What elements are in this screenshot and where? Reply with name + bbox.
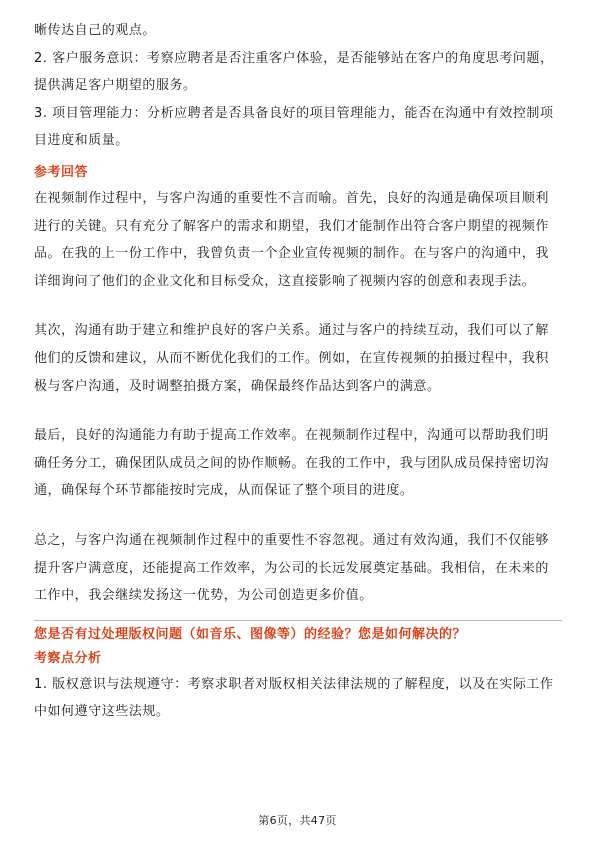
section-divider — [34, 620, 562, 621]
reference-answer-heading: 参考回答 — [34, 164, 89, 180]
criterion-copyright-awareness: 1. 版权意识与法规遵守：考察求职者对版权相关法律法规的了解程度，以及在实际工作中如何遵守这些法规。 — [34, 676, 554, 720]
answer-paragraph-4: 总之，与客户沟通在视频制作过程中的重要性不容忽视。通过有效沟通，我们不仅能够提升客户满意度，还能提高工作效率，为公司的长远发展奠定基础。我相信，在未来的工作中，我会继续发扬这一优势，为公司创造更多价值。 — [34, 532, 549, 604]
answer-paragraph-2: 其次，沟通有助于建立和维护良好的客户关系。通过与客户的持续互动，我们可以了解他们的反馈和建议，从而不断优化我们的工作。例如，在宣传视频的拍摄过程中，我积极与客户沟通，及时调整拍摄方案，确保最终作品达到客户的满意。 — [34, 323, 549, 394]
question-heading: 您是否有过处理版权问题（如音乐、图像等）的经验？您是如何解决的？ — [34, 626, 467, 642]
answer-paragraph-1: 在视频制作过程中，与客户沟通的重要性不言而喻。首先，良好的沟通是确保项目顺利进行的关键。只有充分了解客户的需求和期望，我们才能制作出符合客户期望的视频作品。在我的上一份工作中，我曾负责一个企业宣传视频的制作。在与客户的沟通中，我详细询问了他们的企业文化和目标受众，这直接影响了视频内容的创意和表现手法。 — [34, 190, 549, 289]
page-content — [34, 17, 562, 726]
page-number-footer: 第6页，共47页 — [258, 814, 337, 827]
intro-tail-text: 晰传达自己的观点。 — [34, 23, 156, 38]
answer-paragraph-3: 最后，良好的沟通能力有助于提高工作效率。在视频制作过程中，沟通可以帮助我们明确任务分工，确保团队成员之间的协作顺畅。在我的工作中，我与团队成员保持密切沟通，确保每个环节都能按时完成，从而保证了整个项目的进度。 — [34, 428, 549, 499]
criterion-project-management: 3. 项目管理能力：分析应聘者是否具备良好的项目管理能力，能否在沟通中有效控制项目进度和质量。 — [34, 105, 554, 149]
criterion-customer-service: 2. 客户服务意识：考察应聘者是否注重客户体验，是否能够站在客户的角度思考问题，提供满足客户期望的服务。 — [34, 50, 554, 94]
analysis-heading: 考察点分析 — [34, 650, 102, 666]
